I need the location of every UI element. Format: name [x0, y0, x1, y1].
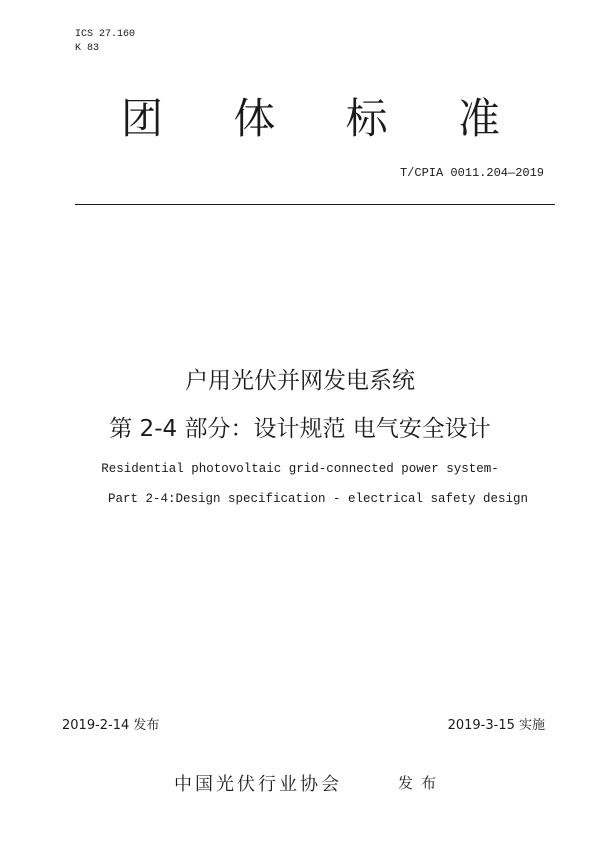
chinese-title-line-2: 第 2-4 部分：设计规范 电气安全设计 [109, 416, 491, 442]
english-title-line-2: Part 2-4:Design specification - electrical safety design [107, 492, 529, 506]
chinese-title-line-1: 户用光伏并网发电系统 [185, 368, 415, 394]
ccs-code: K 83 [75, 43, 100, 54]
classification-codes [75, 28, 135, 56]
doc-type-char: 体 [233, 94, 276, 143]
publish-label: 发布 [398, 774, 445, 792]
issue-date: 2019-2-14 发布 [62, 718, 160, 733]
english-title-line-1: Residential photovoltaic grid-connected power system- [101, 462, 499, 476]
standard-number: T/CPIA 0011.204—2019 [399, 166, 544, 180]
ics-code: ICS 27.160 [75, 29, 136, 40]
doc-type-char: 标 [345, 94, 388, 143]
header-divider [75, 204, 555, 205]
doc-type-char: 准 [457, 94, 500, 143]
publisher-organization: 中国光伏行业协会 [174, 774, 342, 795]
implementation-date: 2019-3-15 实施 [447, 718, 545, 733]
document-type-heading [118, 95, 503, 143]
doc-type-char: 团 [120, 94, 163, 143]
